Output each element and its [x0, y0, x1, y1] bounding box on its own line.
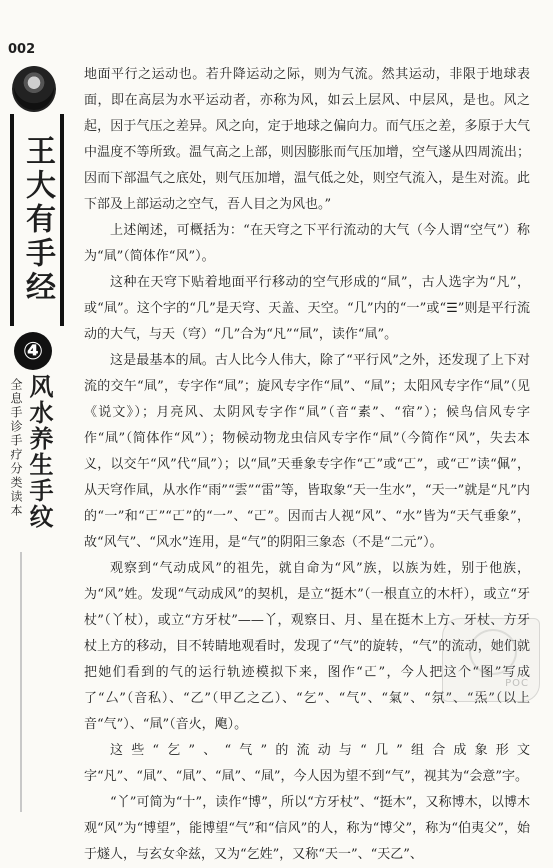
paragraph-6: 这些“乞”、“气”的流动与“几”组合成象形文字“凡”、“凬”、“凬”、“凬”、“凬”，今人因为望不到“气”，视其为“会意”字。 [84, 743, 530, 784]
main-text [84, 62, 530, 862]
book-title: 王大有手经 [10, 114, 64, 326]
paragraph-5: 观察到“气动成风”的祖先，就自命为“风”族，以族为姓，别于他族，为“风”姓。发现“气动成风”的契机，是立“挺木”（一根直立的木杆），或立“牙杖”（丫杖），或立“方牙杖”——丫，观察日、月、星在挺木上方、牙杖、方牙杖上方的移动，目不转睛地观看时，发现了“气”的旋转，“气”的流动，她们就把她们看到的气的运行轨迹模拟下来，图作“𠀀”，今人把这个“图”写成了“厶”（音私）、“乙”（甲乙之乙）、“乞”、“气”、“氣”、“氛”、“炁”（以上音“气”）、“凬”（音火，飑）。 [84, 561, 530, 732]
sidebar-divider [20, 552, 50, 812]
scan-watermark [442, 618, 540, 702]
paragraph-4: 这是最基本的凬。古人比今人伟大，除了“平行风”之外，还发现了上下对流的交午“凬”，专字作“凬”；旋风专字作“凬”、“凬”；太阳风专字作“凬”（见《说文》）；月亮风、太阴风专字作“凬”（音“素”、“宿”）；候鸟信风专字作“凬”（简体作“风”）；物候动物龙虫信风专字作“凬”（今简作“风”，失去本义，以交午“风”代“凬”）；以“凬”天垂象专字作“𠀀”或“𠀀”，或“𠀀”读“佩”，从天穹作凬，从水作“雨”“雲”“雷”等，皆取象“天一生水”，“天一”就是“凡”内的“一”和“𠀀”“𠀀”的“一”、“𠀀”。因而古人视“风”、“水”皆为“天气垂象”，故“风气”、“风水”连用，是“气”的阴阳三象态（不是“二元”）。 [84, 353, 530, 550]
author-portrait [12, 66, 56, 112]
volume-number-badge: ④ [14, 332, 52, 370]
sidebar [6, 112, 58, 532]
paragraph-7: “丫”可简为“十”，读作“博”，所以“方牙杖”、“挺木”，又称博木，以博木观“风”为“博望”，能博望“气”和“信风”的人，称为“博父”，称为“伯夷父”，始于燧人，与玄女伞兹，又为“乞姓”，又称“天一”、“天乙”、 [84, 795, 530, 862]
paragraph-3: 这种在天穹下贴着地面平行移动的空气形成的“凬”，古人选字为“凡”，或“凬”。这个字的“几”是天穹、天盖、天空。“几”内的“一”或“☰”则是平行流动的大气，与天（穹）“几”合为“凡”“凬”，读作“凬”。 [84, 275, 530, 342]
watermark-mark [469, 629, 517, 675]
volume-title: 风水养生手纹 [25, 374, 54, 530]
paragraph-1: 地面平行之运动也。若升降运动之际，则为气流。然其运动，非限于地球表面，即在高层为水平运动者，亦称为风，如云上层风、中层风，是也。风之起，因于气压之差异。风之向，定于地球之偏向力。而气压之差，多原于大气中温度不等所致。温气高之上部，则因膨胀而气压加增，空气遂从四周流出；因而下部温气之底处，则气压加增，温气低之处，则空气流入，是生对流。此下部及上部运动之空气，吾人目之为风也。” [84, 67, 530, 212]
series-name: 全息手诊手疗分类读本 [9, 378, 23, 518]
watermark-text: POC [505, 678, 529, 689]
paragraph-2: 上述阐述，可概括为：“在天穹之下平行流动的大气（今人谓“空气”）称为“凬”（简体作“风”）。 [84, 223, 530, 264]
page-number: 002 [8, 42, 36, 57]
